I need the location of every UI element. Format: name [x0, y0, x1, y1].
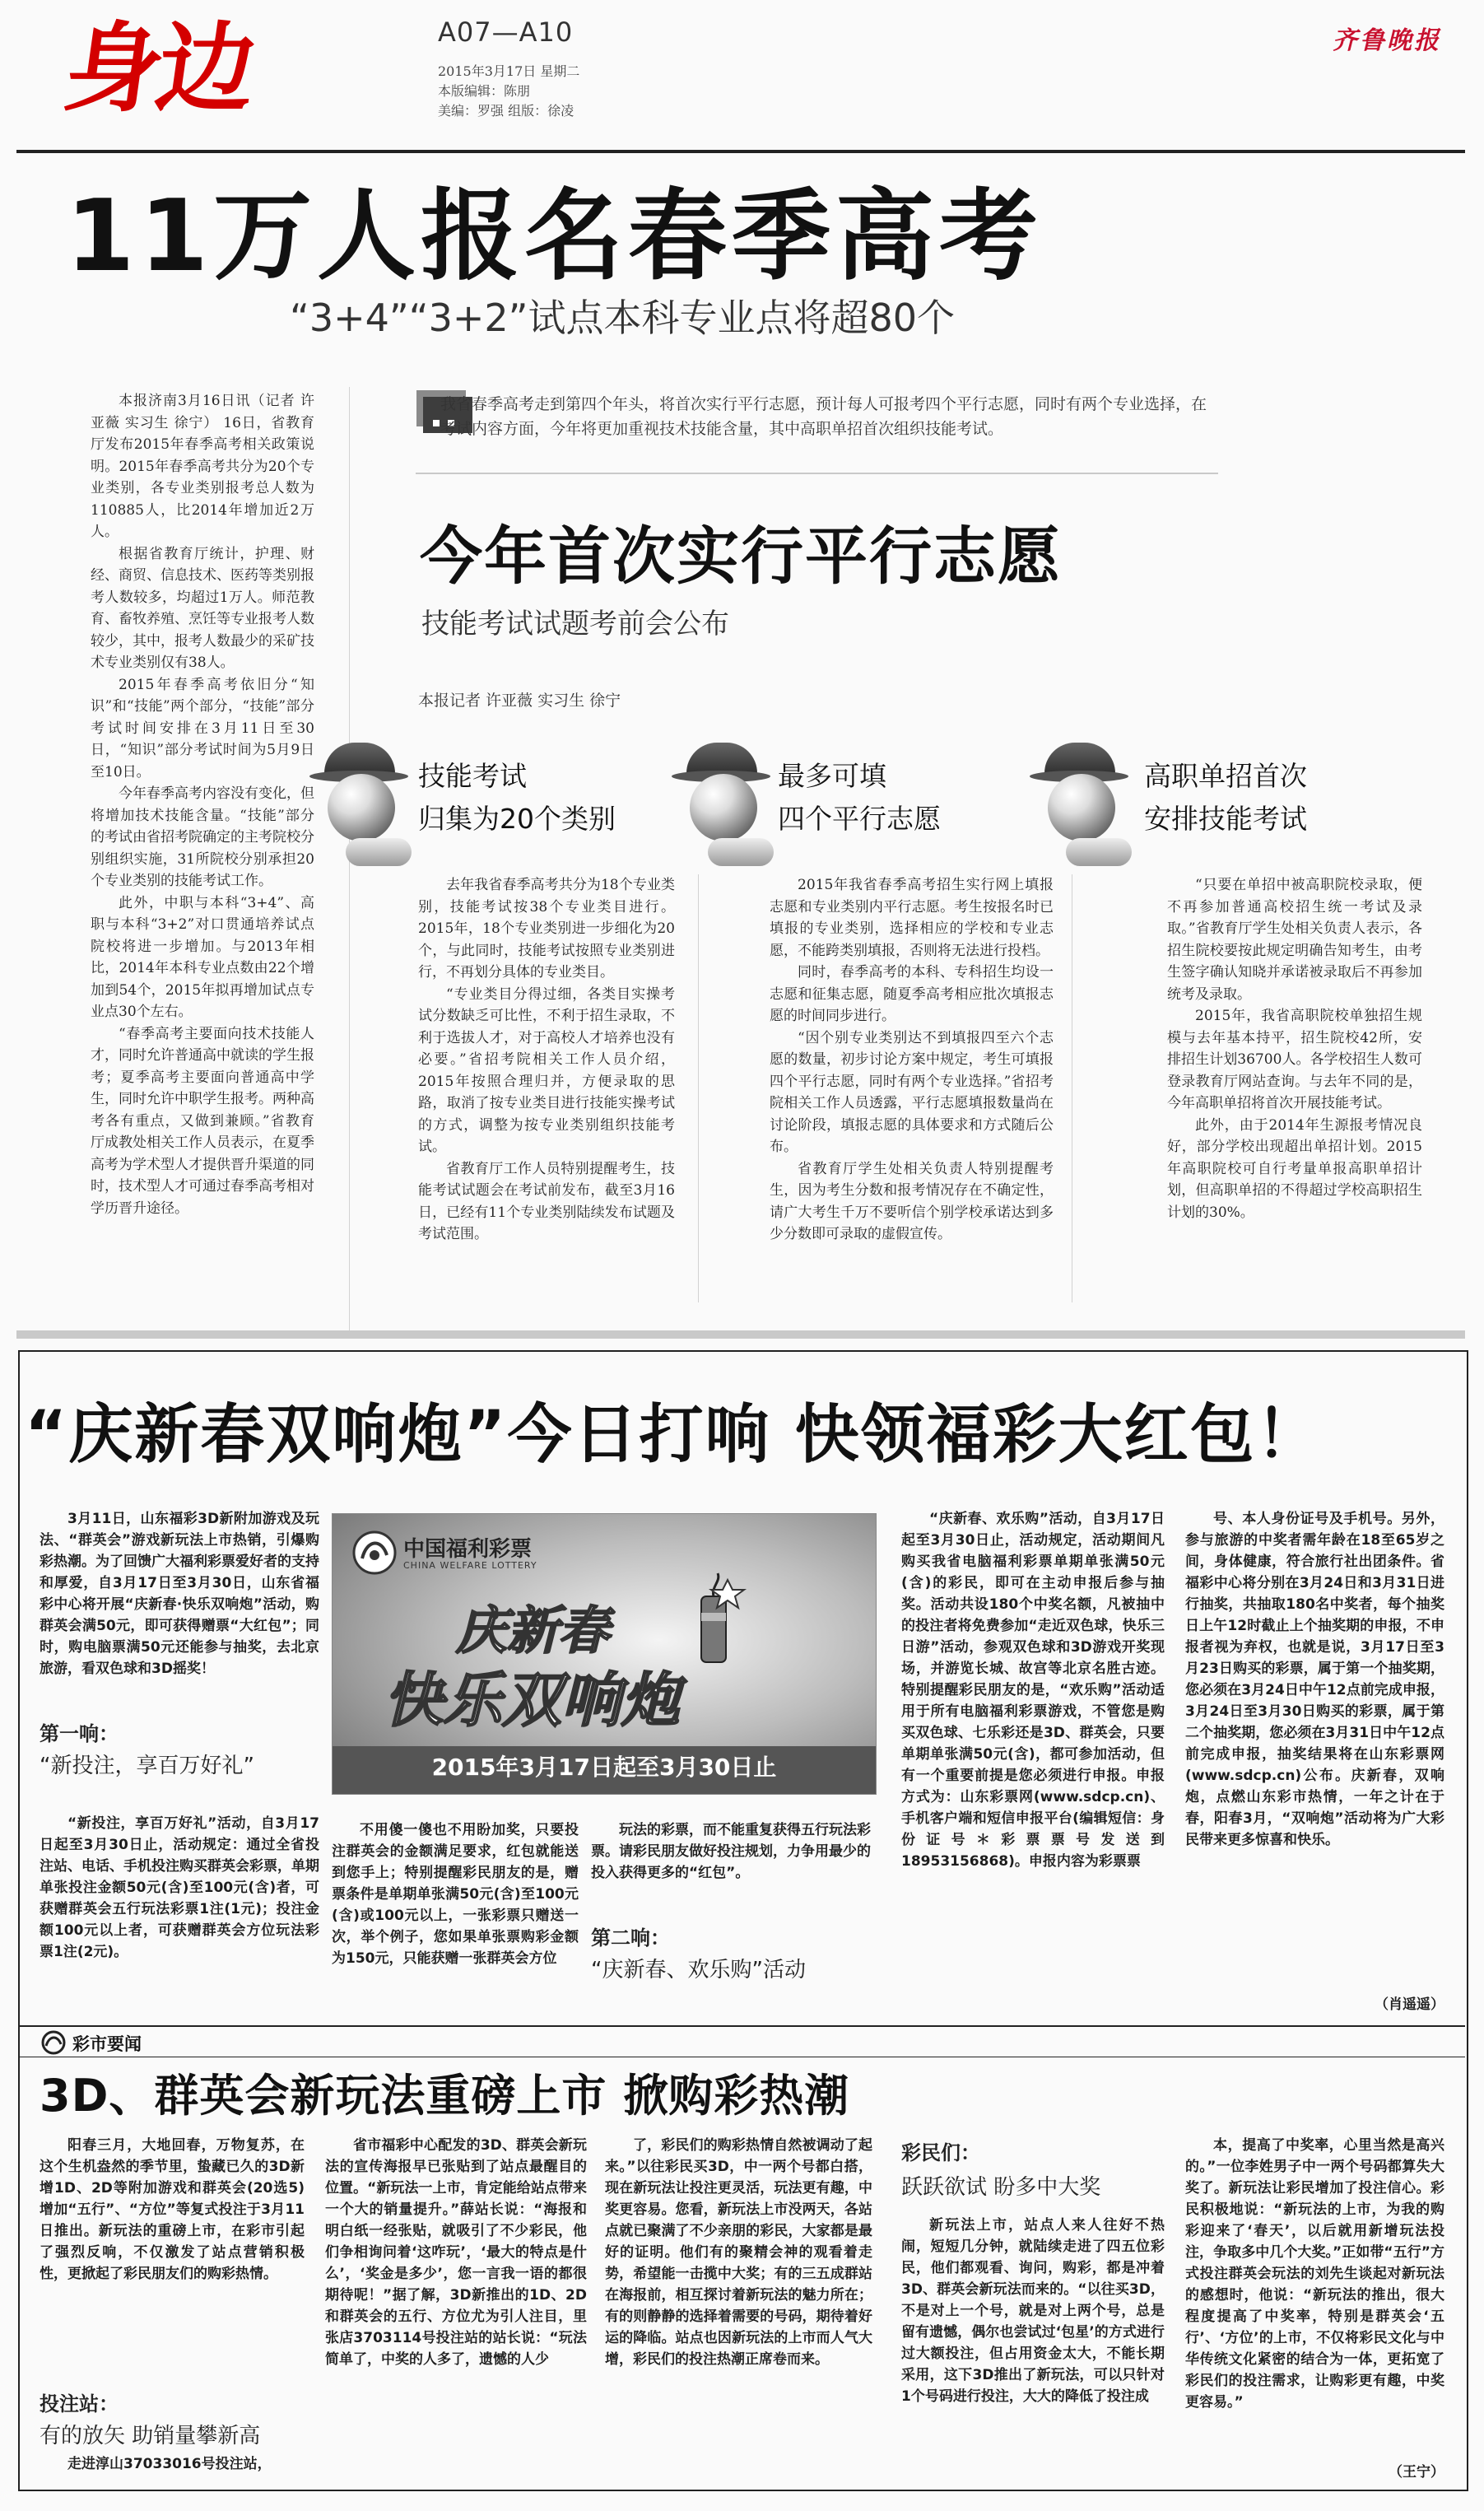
ad-paragraph: 了，彩民们的购彩热情自然被调动了起来。”以往彩民买3D，中一两个号都白搭，现在新玩法让投注更灵活，玩法更有趣，中奖更容易。您看，新玩法上市没两天，各站点就已聚满了不少亲朋的彩民，大家都是最好的证明。他们有的聚精会神的观看着走势，希望能一击揽中大奖；有的三五成群站在海报前，相互探讨着新玩法的魅力所在；有的则静静的选择着需要的号码，期待着好运的降临。站点也因新玩法的上市而人气大增，彩民们的投注热潮正席卷而来。: [605, 2137, 872, 2368]
issue-date: 2015年3月17日 星期二: [438, 63, 580, 79]
paper-name: 齐鲁晚报: [1333, 26, 1441, 55]
ad-title: “庆新春双响炮”今日打响 快领福彩大红包！: [25, 1398, 1322, 1472]
ad-first-label: 第一响：: [40, 1722, 119, 1745]
ad-paragraph: “新投注，享百万好礼”活动，自3月17日起至3月30日止，活动规定：通过全省投注站、电话、手机投注购买群英会彩票，单期单张投注金额50元(含)至100元(含)者，可获赠群英会五行玩法彩票1注(1元)；投注金额100元以上者，可获赠群英会方位玩法彩票1注(2元)。: [40, 1815, 319, 1960]
market-col4-title: 跃跃欲试 盼多中大奖: [901, 2175, 1101, 2200]
ad-col2: [332, 1819, 579, 2017]
section-body: [770, 874, 1054, 1302]
market-col5-signature: （王宁）: [1389, 2464, 1444, 2481]
ad-col5: [1185, 1508, 1444, 1994]
section-paragraph: 同时，春季高考的本科、专科招生均设一志愿和征集志愿，随夏季高考相应批次填报志愿的时间同步进行。: [770, 964, 1054, 1024]
cartoon-head-icon: [305, 741, 428, 881]
market-label: 彩市要闻: [72, 2034, 142, 2054]
article1-paragraph: 根据省教育厅统计，护理、财经、商贸、信息技术、医药等类别报考人数较多，均超过1万人。师范教育、畜牧养殖、烹饪等专业报考人数较少，其中，报考人数最少的采矿技术专业类别仅有38人。: [91, 545, 314, 671]
market-headline: 3D、群英会新玩法重磅上市 掀购彩热潮: [40, 2070, 850, 2122]
market-divider-top: [18, 2025, 1465, 2027]
section-paragraph: 省教育厅工作人员特别提醒考生，技能考试试题会在考试前发布，截至3月16日，已经有11个专业类别陆续发布试题及考试范围。: [418, 1160, 675, 1242]
article1-paragraph: “春季高考主要面向技术技能人才，同时允许普通高中就读的学生报考；夏季高考主要面向普通高中学生，同时允许中职学生报考。两种高考各有重点，又做到兼顾。”省教育厅成教处相关工作人员表示，在夏季高考为学术型人才提供晋升渠道的同时，技术型人才可通过春季高考相对学历晋升途径。: [91, 1025, 314, 1217]
section-paragraph: “只要在单招中被高职院校录取，便不再参加普通高校招生统一考试及录取。”省教育厅学生处相关负责人表示，各招生院校要按此规定明确告知考生，由考生签字确认知晓并承诺被录取后不再参加统考及录取。: [1167, 877, 1422, 1003]
article1-paragraph: 2015年春季高考依旧分“知识”和“技能”两个部分，“技能”部分考试时间安排在3月11日至30日，“知识”部分考试时间为5月9日至10日。: [91, 676, 314, 780]
section-heading: 四个平行志愿: [778, 803, 941, 835]
cartoon-head-icon: [667, 741, 790, 881]
section-paragraph: 2015年我省春季高考招生实行网上填报志愿和专业类别内平行志愿。考生按报名时已填报的专业类别，选择相应的学校和专业志愿，不能跨类别填报，否则将无法进行投档。: [770, 877, 1054, 959]
section-heading: 高职单招首次: [1144, 760, 1307, 792]
ad-first-body: [40, 1813, 319, 2014]
ad-col4: [901, 1508, 1165, 2019]
market-col2: [325, 2135, 587, 2481]
ad-second-title: “庆新春、欢乐购”活动: [591, 1958, 806, 1982]
ad-paragraph: 新玩法上市，站点人来人往好不热闹，短短几分钟，就陆续走进了四五位彩民，他们都观看、询问，购彩，都是冲着3D、群英会新玩法而来的。“以往买3D，不是对上一个号，就是对上两个号，总是留有遗憾，偶尔也尝试过‘包星’的方式进行过大额投注，但占用资金太大，不能长期采用，这下3D推出了新玩法，可以只针对1个号码进行投注，大大的降低了投注成: [901, 2217, 1165, 2405]
article-divider: [16, 1330, 1465, 1339]
main-subhead: “3+4”“3+2”试点本科专业点将超80个: [290, 296, 956, 340]
editor-credit: 本版编辑：陈朋: [438, 83, 531, 99]
section-body: [418, 874, 675, 1302]
article1-paragraph: 此外，中职与本科“3+4”、高职与本科“3+2”对口贯通培养试点院校将进一步增加。与2013年相比，2014年本科专业点数由22个增加到54个，2015年拟再增加试点专业点30个左右。: [91, 894, 314, 1020]
ad-intro: [40, 1508, 319, 1706]
article1-paragraph: 今年春季高考内容没有变化，但将增加技术技能含量。“技能”部分的考试由省招考院确定的主考院校分别组织实施，31所院校分别承担20个专业类别的技能考试工作。: [91, 785, 314, 889]
ad-first-title: “新投注，享百万好礼”: [40, 1754, 254, 1778]
section-paragraph: 去年我省春季高考共分为18个专业类别，技能考试按38个专业类目进行。2015年，18个专业类别进一步细化为20个，与此同时，技能考试按照专业类别进行，不再划分具体的专业类目。: [418, 877, 675, 981]
article2-headline: 今年首次实行平行志愿: [420, 519, 1062, 593]
section-logo: 身边: [58, 12, 258, 125]
welfare-logo-icon: [352, 1530, 397, 1575]
banner-line1: 庆新春: [456, 1600, 610, 1661]
ad-paragraph: 走进淳山37033016号投注站，: [67, 2456, 272, 2472]
section-heading: 技能考试: [418, 760, 527, 792]
ad-paragraph: 玩法的彩票，而不能重复获得五行玩法彩票。请彩民朋友做好投注规划，力争用最少的投入获得更多的“红包”。: [591, 1822, 871, 1881]
ad-paragraph: 本，提高了中奖率，心里当然是高兴的。”一位李姓男子中一两个号码都算失大奖了。新玩法让彩民增加了投注信心。彩民积极地说：“新玩法的上市，为我的购彩迎来了‘春天’，以后就用新增玩法投注，争取多中几个大奖。”正如带“五行”方式投注群英会玩法的刘先生谈起对新玩法的感想时，他说：“新玩法的推出，很大程度提高了中奖率，特别是群英会‘五行’、‘方位’的上市，不仅将彩民文化与中华传统文化紧密的结合为一体，更拓宽了彩民们的投注需求，让购彩更有趣，中奖更容易。”: [1185, 2137, 1444, 2411]
section-heading: 归集为20个类别: [418, 803, 616, 835]
header-divider: [16, 150, 1465, 153]
article2-byline: 本报记者 许亚薇 实习生 徐宁: [418, 692, 621, 710]
section-paragraph: “专业类目分得过细，各类目实操考试分数缺乏可比性，不利于招生录取，不利于选拔人才，对于高校人才培养也没有必要。”省招考院相关工作人员介绍，2015年按照合理归并，方便录取的思路，取消了按专业类目进行技能实操考试的方式，调整为按专业类别组织技能考试。: [418, 985, 675, 1155]
ad-paragraph: “庆新春、欢乐购”活动，自3月17日起至3月30日止，活动规定，活动期间凡购买我省电脑福利彩票单期单张满50元(含)的彩民，即可在主动申报后参与抽奖。活动共设180个中奖名额，凡被抽中的投注者将免费参加“走近双色球，快乐三日游”活动，参观双色球和3D游戏开奖现场，并游览长城、故宫等北京名胜古迹。特别提醒彩民朋友的是，“欢乐购”活动适用于所有电脑福利彩票游戏，不管您是购买双色球、七乐彩还是3D、群英会，只要单期单张满50元(含)，都可参加活动，但有一个重要前提是您必须进行申报。申报方式为：山东彩票网(www.sdcp.cn)、手机客户端和短信申报平台(编辑短信：身份证号＊彩票票号发送到18953156868)。申报内容为彩票票: [901, 1511, 1165, 1870]
ad-paragraph: 号、本人身份证号及手机号。另外，参与旅游的中奖者需年龄在18至65岁之间，身体健康，符合旅行社出团条件。省福彩中心将分别在3月24日和3月31日进行抽奖，共抽取180名中奖者，每个抽奖日上午12时截止上个抽奖期的申报，不申报者视为弃权，也就是说，3月17日至3月23日购买的彩票，属于第一个抽奖期，您必须在3月24日中午12点前完成申报，3月24日至3月30日购买的彩票，属于第二个抽奖期，您必须在3月31日中午12点前完成申报，抽奖结果将在山东彩票网(www.sdcp.cn)公布。庆新春，双响炮，点燃山东彩市热情，一年之计在于春，阳春3月，“双响炮”活动将为广大彩民带来更多惊喜和快乐。: [1185, 1511, 1444, 1848]
article2-intro: 我省春季高考走到第四个年头，将首次实行平行志愿，预计每人可报考四个平行志愿，同时有两个专业选择，在考试内容方面，今年将更加重视技术技能含量，其中高职单招首次组织技能考试。: [440, 395, 1207, 438]
section-body: [1167, 874, 1422, 1302]
ad-paragraph: 阳春三月，大地回春，万物复苏，在这个生机盎然的季节里，蛰藏已久的3D新增1D、2D等附加游戏和群英会(20选5)增加“五行”、“方位”等复式投注于3月11日推出。新玩法的重磅上市，在彩市引起了强烈反响，不仅激发了站点营销积极性，更掀起了彩民朋友们的购彩热情。: [40, 2137, 305, 2282]
banner-line2: 快乐双响炮: [384, 1665, 681, 1735]
market-col1: [40, 2135, 305, 2374]
welfare-logo-icon: [41, 2030, 66, 2055]
firecracker-icon: [678, 1572, 752, 1670]
market-col4: [901, 2215, 1165, 2480]
section-heading: 最多可填: [778, 760, 886, 792]
market-col3: [605, 2135, 872, 2481]
ad-paragraph: 3月11日，山东福彩3D新附加游戏及玩法、“群英会”游戏新玩法上市热销，引爆购彩热潮。为了回馈广大福利彩票爱好者的支持和厚爱，自3月17日至3月30日，山东省福彩中心将开展“庆新春·快乐双响炮”活动，购群英会满50元，即可获得赠票“大红包”；同时，购电脑票满50元还能参与抽奖，去北京旅游，看双色球和3D摇奖！: [40, 1511, 319, 1677]
art-credit: 美编：罗强 组版：徐凌: [438, 103, 575, 119]
market-col1-title: 有的放矢 助销量攀新高: [40, 2424, 261, 2448]
section-paragraph: 省教育厅学生处相关负责人特别提醒考生，因为考生分数和报考情况存在不确定性，请广大考生千万不要听信个别学校承诺达到多少分数即可录取的虚假宣传。: [770, 1160, 1054, 1242]
section-heading: 安排技能考试: [1144, 803, 1307, 835]
section-paragraph: 此外，由于2014年生源报考情况良好，部分学校出现超出单招计划。2015年高职院校可自行考量单报高职单招计划，但高职单招的不得超过学校高职招生计划的30%。: [1167, 1116, 1422, 1221]
intro-divider: [416, 473, 1218, 474]
section-paragraph: 2015年，我省高职院校单独招生规模与去年基本持平，招生院校42所，安排招生计划36700人。各学校招生人数可登录教育厅网站查询。与去年不同的是，今年高职单招将首次开展技能考试。: [1167, 1008, 1422, 1111]
article1-paragraph: 本报济南3月16日讯（记者 许亚薇 实习生 徐宁） 16日，省教育厅发布2015年春季高考相关政策说明。2015年春季高考共分为20个专业类别，各专业类别报考总人数为110885人，比2014年增加近2万人。: [91, 393, 314, 540]
ad-col3: [591, 1819, 871, 1910]
section-paragraph: “因个别专业类别达不到填报四至六个志愿的数量，初步讨论方案中规定，考生可填报四个平行志愿，同时有两个专业选择。”省招考院相关工作人员透露，平行志愿填报数量尚在讨论阶段，填报志愿的具体要求和方式随后公布。: [770, 1029, 1054, 1155]
ad-paragraph: 不用傻一傻也不用盼加奖，只要投注群英会的金额满足要求，红包就能送到您手上；特别提醒彩民朋友的是，赠票条件是单期单张满50元(含)至100元(含)或100元以上，一张彩票只赠送一次，举个例子，您如果单张票购彩金额为150元，只能获赠一张群英会方位: [332, 1822, 579, 1967]
cartoon-head-icon: [1025, 741, 1148, 881]
market-col5: [1185, 2135, 1444, 2461]
article2-subhead: 技能考试试题考前会公布: [421, 608, 729, 641]
lottery-logo-cn: 中国福利彩票: [403, 1537, 533, 1562]
main-headline: 11万人报名春季高考: [66, 179, 1043, 294]
column-divider: [698, 874, 699, 1302]
market-col1-tail: [40, 2453, 305, 2476]
lottery-logo-en: CHINA WELFARE LOTTERY: [403, 1560, 537, 1571]
ad-banner-image: [332, 1513, 877, 1795]
page-range: A07—A10: [438, 16, 574, 48]
market-col1-label: 投注站：: [40, 2392, 119, 2415]
market-col4-label: 彩民们：: [901, 2141, 980, 2164]
ad-col5-signature: （肖遥遥）: [1375, 1996, 1444, 2013]
article1-column: [91, 390, 314, 1321]
ad-paragraph: 省市福彩中心配发的3D、群英会新玩法的宣传海报早已张贴到了站点最醒目的位置。“新玩法一上市，肯定能给站点带来一个大的销量提升。”薛站长说：“海报和明白纸一经张贴，就吸引了不少彩民，他们争相询问着‘这咋玩’，‘最大的特点是什么’，‘奖金是多少’，您一言我一语的都很期待呢！”据了解，3D新推出的1D、2D和群英会的五行、方位尤为引人注目，里张店3703114号投注站的站长说：“玩法简单了，中奖的人多了，遗憾的人少: [325, 2137, 587, 2368]
ad-second-label: 第二响：: [591, 1926, 670, 1950]
banner-date: 2015年3月17日起至3月30日止: [431, 1754, 777, 1781]
